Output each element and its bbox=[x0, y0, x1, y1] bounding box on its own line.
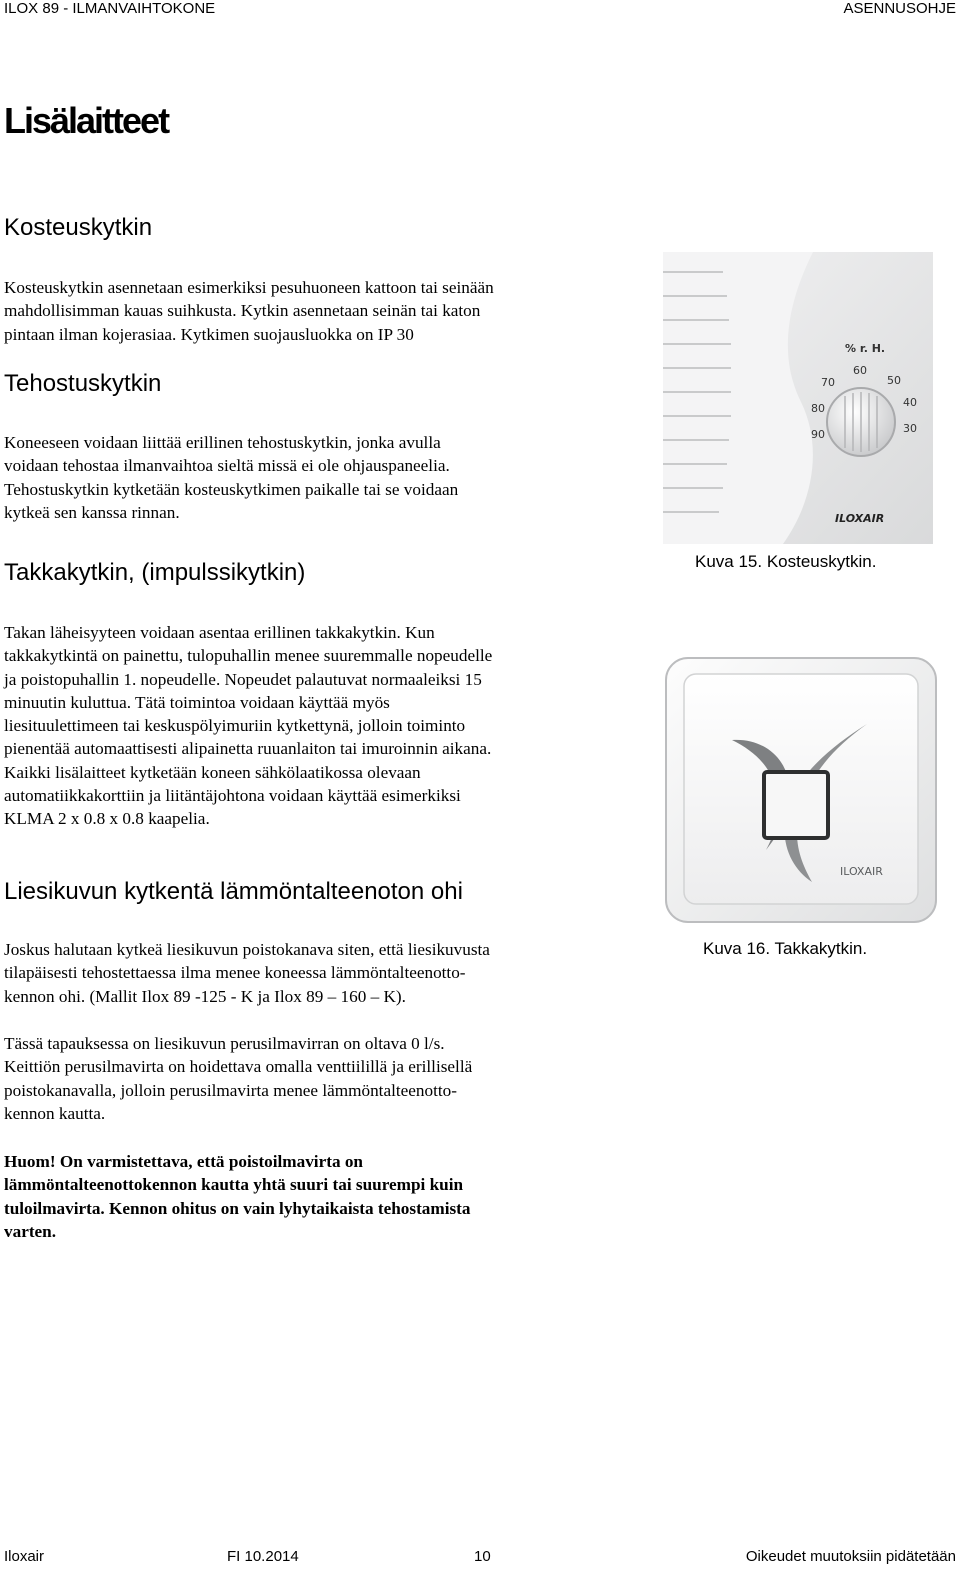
text-line: poistokanavalla, jolloin perusilmavirta menee lämmöntalteenotto- bbox=[4, 1080, 457, 1100]
text-line: Takan läheisyyteen voidaan asentaa erillinen takkakytkin. Kun bbox=[4, 623, 435, 642]
text-line: voidaan tehostaa ilmanvaihtoa sieltä missä ei ole ohjauspaneelia. bbox=[4, 456, 450, 476]
humidity-switch-illustration bbox=[663, 252, 933, 544]
footer-page-number: 10 bbox=[474, 1548, 491, 1565]
document-header-left: ILOX 89 - ILMANVAIHTOKONE bbox=[4, 0, 216, 17]
footer-edition: FI 10.2014 bbox=[227, 1548, 299, 1565]
dial-value-80: 80 bbox=[811, 402, 825, 415]
paragraph-tehostuskytkin bbox=[4, 431, 458, 524]
text-line: Joskus halutaan kytkeä liesikuvun poistokanava siten, että liesikuvusta bbox=[4, 940, 490, 959]
figure-15-caption: Kuva 15. Kosteuskytkin. bbox=[695, 552, 877, 571]
paragraph-takkakytkin bbox=[4, 621, 492, 831]
figure-16-caption: Kuva 16. Takkakytkin. bbox=[703, 939, 868, 958]
fireplace-switch-photo bbox=[662, 654, 940, 926]
document-header-right: ASENNUSOHJE bbox=[843, 0, 956, 17]
text-line: Tässä tapauksessa on liesikuvun perusilmavirran on oltava 0 l/s. bbox=[4, 1034, 445, 1053]
text-line: Kaikki lisälaitteet kytketään koneen sähkölaatikossa olevaan bbox=[4, 762, 421, 782]
dial-value-30: 30 bbox=[903, 422, 917, 435]
text-line: Huom! On varmistettava, että poistoilmavirta on bbox=[4, 1152, 363, 1171]
paragraph-liesikupu-1 bbox=[4, 938, 490, 1008]
dial-value-70: 70 bbox=[821, 376, 835, 389]
text-line: KLMA 2 x 0.8 x 0.8 kaapelia. bbox=[4, 809, 210, 829]
text-line: Kosteuskytkin asennetaan esimerkiksi pesuhuoneen kattoon tai seinään bbox=[4, 278, 494, 297]
text-line: Tehostuskytkin kytketään kosteuskytkimen paikalle tai se voidaan bbox=[4, 479, 459, 499]
text-line: Keittiön perusilmavirta on hoidettava omalla venttiilillä ja erillisellä bbox=[4, 1057, 473, 1077]
text-line: kennon kautta. bbox=[4, 1103, 106, 1123]
footer-company: Iloxair bbox=[4, 1548, 45, 1565]
brand-logo-fireplace-switch: ILOXAIR bbox=[840, 865, 883, 878]
note-huom bbox=[4, 1150, 471, 1243]
brand-logo-humidity-switch: ILOXAIR bbox=[835, 512, 885, 525]
paragraph-kosteuskytkin bbox=[4, 276, 494, 346]
humidity-switch-photo bbox=[663, 252, 933, 544]
text-line: liesituulettimeen tai keskuspölyimuriin kytkettynä, jolloin toiminto bbox=[4, 716, 466, 736]
text-line: takkakytkintä on painettu, tulopuhallin menee suuremmalle nopeudelle bbox=[4, 646, 493, 666]
dial-value-90: 90 bbox=[811, 428, 825, 441]
text-line: mahdollisimman kauas suihkusta. Kytkin asennetaan seinän tai katon bbox=[4, 301, 481, 321]
footer-rights: Oikeudet muutoksiin pidätetään bbox=[745, 1548, 956, 1565]
paragraph-liesikupu-2 bbox=[4, 1032, 472, 1125]
text-line: pienentää automaattisesti alipainetta ruuanlaiton tai imuroinnin aikana. bbox=[4, 739, 492, 759]
dial-unit-label: % r. H. bbox=[845, 342, 886, 355]
text-line: lämmöntalteenottokennon kautta yhtä suuri tai suurempi kuin bbox=[4, 1175, 464, 1195]
text-line: tilapäisesti tehostettaessa ilma menee koneessa lämmöntalteenotto- bbox=[4, 963, 466, 983]
text-line: Koneeseen voidaan liittää erillinen tehostuskytkin, jonka avulla bbox=[4, 433, 441, 452]
dial-value-50: 50 bbox=[887, 374, 901, 387]
text-line: kennon ohi. (Mallit Ilox 89 -125 - K ja Ilox 89 – 160 – K). bbox=[4, 986, 406, 1006]
dial-value-60: 60 bbox=[853, 364, 867, 377]
text-line: ja poistopuhallin 1. nopeudelle. Nopeudet palautuvat normaaleiksi 15 bbox=[4, 669, 482, 689]
heading-takkakytkin: Takkakytkin, (impulssikytkin) bbox=[4, 559, 306, 586]
heading-tehostuskytkin: Tehostuskytkin bbox=[4, 370, 162, 397]
page-title: Lisälaitteet bbox=[4, 100, 169, 141]
text-line: pintaan ilman kojerasiaa. Kytkimen suojausluokka on IP 30 bbox=[4, 324, 414, 344]
heading-kosteuskytkin: Kosteuskytkin bbox=[4, 214, 153, 241]
text-line: tuloilmavirta. Kennon ohitus on vain lyhytaikaista tehostamista bbox=[4, 1198, 471, 1218]
text-line: minuutin kuluttua. Tätä toimintoa voidaan käyttää myös bbox=[4, 692, 390, 712]
text-line: kytkeä sen kanssa rinnan. bbox=[4, 502, 180, 522]
text-line: automatiikkakorttiin ja liitäntäjohtona voidaan käyttää esimerkiksi bbox=[4, 786, 461, 806]
dial-value-40: 40 bbox=[903, 396, 917, 409]
heading-liesikuvun-kytkenta: Liesikuvun kytkentä lämmöntalteenoton ohi bbox=[4, 878, 463, 905]
fireplace-switch-illustration bbox=[662, 654, 940, 926]
text-line: varten. bbox=[4, 1221, 57, 1241]
